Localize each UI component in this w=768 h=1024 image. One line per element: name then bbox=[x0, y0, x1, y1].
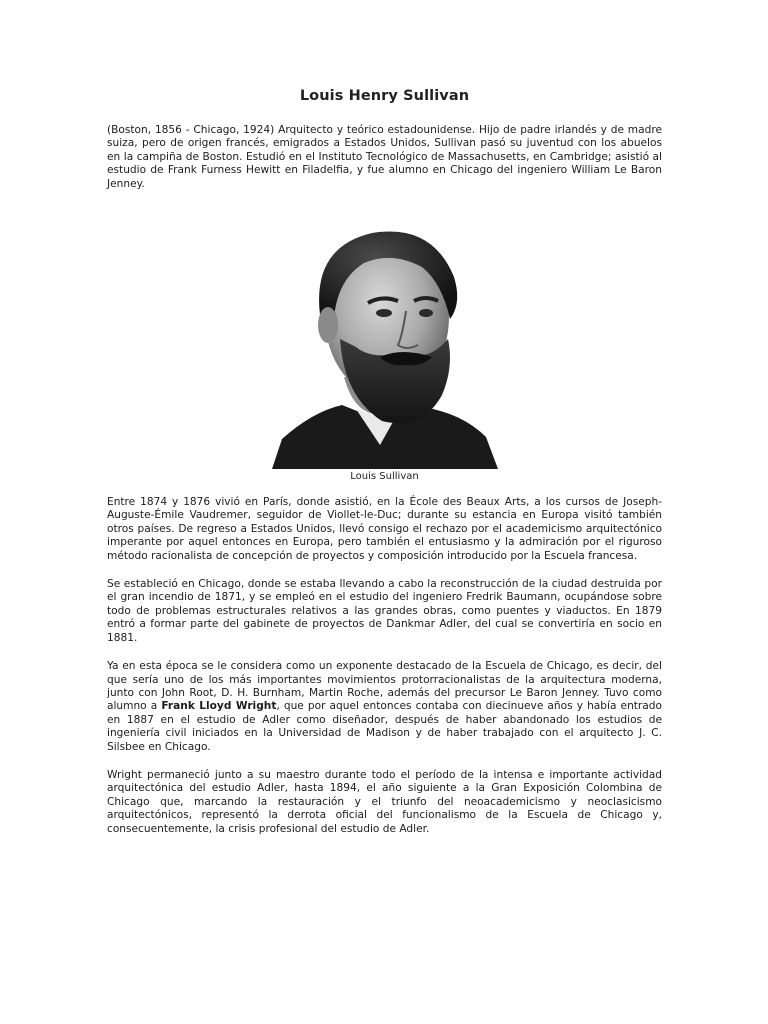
intro-paragraph: (Boston, 1856 - Chicago, 1924) Arquitecto y teórico estadounidense. Hijo de padre irlandés y de madre suiza, pero de origen francés, emigrados a Estados Unidos, Sullivan pasó su juventud con los abuelos en la campiña de Boston. Estudió en el Instituto Tecnológico de Massachusetts, en Cambridge; asistió al estudio de Frank Furness Hewitt en Filadelfia, y fue alumno en Chicago del ingeniero William Le Baron Jenney. bbox=[107, 124, 662, 190]
figure-caption: Louis Sullivan bbox=[350, 471, 419, 483]
portrait-image bbox=[272, 207, 498, 469]
bold-name: Frank Lloyd Wright bbox=[161, 700, 277, 713]
portrait-figure bbox=[107, 207, 662, 482]
paragraph-text: Ya en esta época se le considera como un exponente destacado de la Escuela de Chicago, es decir, del que sería uno de los más importantes movimientos protorracionalistas de la arquitectura moderna, junto con John Root, D. H. Burnham, Martin Roche, además del precursor Le Baron Jenney. Tuvo como alumno a bbox=[107, 660, 662, 713]
paragraph-chicago: Se estableció en Chicago, donde se estaba llevando a cabo la reconstrucción de la ciudad destruida por el gran incendio de 1871, y se empleó en el estudio del ingeniero Fredrik Baumann, ocupándose sobre todo de problemas estructurales relativos a las grandes obras, como puentes y viaductos. En 1879 entró a formar parte del gabinete de proyectos de Dankmar Adler, del cual se convertiría en socio en 1881. bbox=[107, 578, 662, 644]
paragraph-wright: Wright permaneció junto a su maestro durante todo el período de la intensa e importante actividad arquitectónica del estudio Adler, hasta 1894, el año siguiente a la Gran Exposición Colombina de Chicago que, marcando la restauración y el triunfo del neoacademicismo y neoclasicismo arquitectónicos, representó la derrota oficial del funcionalismo de la Escuela de Chicago y, consecuentemente, la crisis profesional del estudio de Adler. bbox=[107, 768, 662, 835]
paragraph-paris: Entre 1874 y 1876 vivió en París, donde asistió, en la École des Beaux Arts, a los cursos de Joseph-Auguste-Émile Vaudremer, seguidor de Viollet-le-Duc; durante su estancia en Europa visitó también otros países. De regreso a Estados Unidos, llevó consigo el rechazo por el academicismo arquitectónico imperante por aquel entonces en Europa, pero también el entusiasmo y la admiración por el riguroso método racionalista de concepción de proyectos y composición introducido por la Escuela francesa. bbox=[107, 496, 662, 562]
paragraph-chicago-school bbox=[107, 660, 662, 754]
page-title: Louis Henry Sullivan bbox=[299, 88, 470, 104]
paragraph-text: , que por aquel entonces contaba con diecinueve años y había entrado en 1887 en el estudio de Adler como diseñador, después de haber abandonado los estudios de ingeniería civil iniciados en la Universidad de Madison y de haber trabajado con el arquitecto J. C. Silsbee en Chicago. bbox=[107, 700, 662, 753]
